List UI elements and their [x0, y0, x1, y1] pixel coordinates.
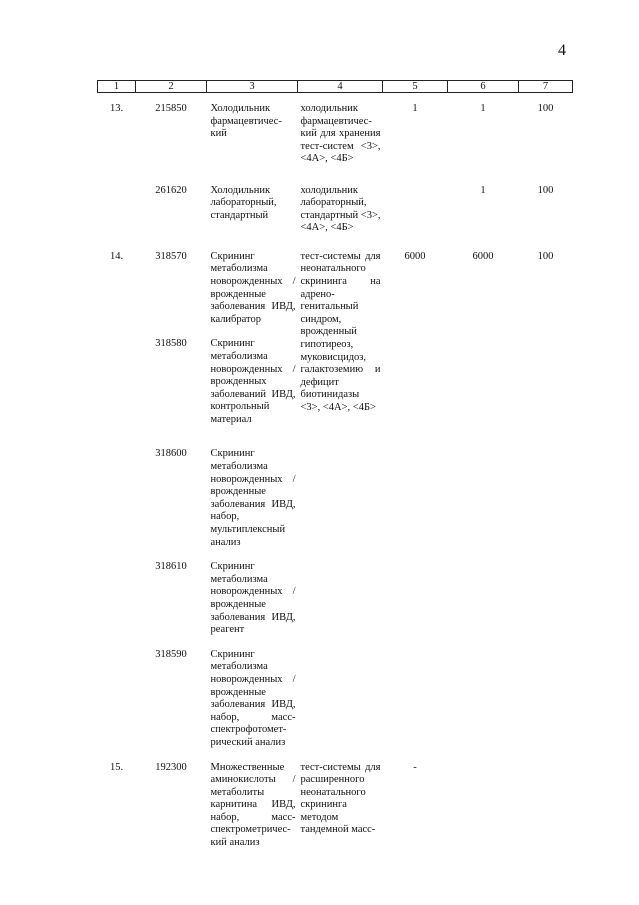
item-code: 215850 — [155, 103, 187, 114]
quantity-col7 — [519, 436, 573, 549]
quantity-col7: 100 — [537, 103, 554, 114]
row-number — [98, 436, 136, 549]
equipment-table — [97, 80, 573, 850]
quantity-col7: 100 — [537, 184, 554, 196]
col-header: 3 — [207, 81, 298, 93]
quantity-col5 — [383, 169, 448, 235]
col-header: 4 — [298, 81, 383, 93]
item-description — [298, 436, 383, 549]
quantity-col7: 100 — [537, 250, 554, 262]
quantity-col6 — [448, 436, 519, 549]
item-name: Холодильник лабораторный, стандартный — [210, 184, 277, 221]
quantity-col7 — [519, 549, 573, 637]
item-name: Множественные аминокислоты / метаболиты карнитина ИВД, набор, масс-спектрометричес-кий анализ — [210, 761, 296, 849]
table-row — [98, 750, 573, 850]
header-row — [98, 81, 573, 93]
quantity-col6 — [448, 750, 519, 850]
item-code: 261620 — [155, 184, 187, 196]
row-number: 15. — [109, 761, 124, 773]
quantity-col5 — [383, 436, 448, 549]
quantity-col5: - — [413, 761, 417, 773]
item-name: Скрининг метаболизма новорожденных / врожденные заболевания ИВД, реагент — [210, 561, 296, 636]
table-row — [98, 637, 573, 750]
item-description: тест-системы для неонатального скрининга на адрено-генитальный синдром, врожденный гипотиреоз, муковисцидоз, галактоземию и дефицит биотинидазы <3>, <4А>, <4Б> — [300, 250, 381, 413]
table-row — [98, 549, 573, 637]
item-code: 192300 — [155, 761, 187, 773]
col-header: 5 — [383, 81, 448, 93]
quantity-col6 — [448, 549, 519, 637]
item-name: Скрининг метаболизма новорожденных / врожденные заболевания ИВД, калибратор — [210, 250, 296, 325]
table-row — [98, 235, 573, 327]
row-number: 14. — [109, 250, 124, 262]
quantity-col6 — [448, 326, 519, 436]
quantity-col5 — [383, 326, 448, 436]
row-number — [98, 169, 136, 235]
row-number: 13. — [109, 103, 124, 114]
quantity-col7 — [519, 637, 573, 750]
col-header: 1 — [98, 81, 136, 93]
page-number: 4 — [558, 42, 566, 59]
col-header: 6 — [448, 81, 519, 93]
col-header: 2 — [136, 81, 207, 93]
item-code: 318590 — [155, 648, 187, 660]
quantity-col6: 1 — [480, 184, 486, 196]
item-name: Скрининг метаболизма новорожденных / врожденные заболевания ИВД, набор, мультиплексный анализ — [210, 448, 296, 548]
item-code: 318580 — [155, 338, 187, 350]
row-number — [98, 549, 136, 637]
table-row — [98, 436, 573, 549]
quantity-col6: 6000 — [472, 250, 494, 262]
item-name: Скрининг метаболизма новорожденных / врожденные заболевания ИВД, набор, масс-спектрофотомет-рический анализ — [210, 648, 296, 748]
row-number — [98, 637, 136, 750]
quantity-col5: 6000 — [404, 250, 426, 262]
item-description — [298, 637, 383, 750]
item-code: 318570 — [155, 250, 187, 262]
quantity-col7 — [519, 750, 573, 850]
table-row — [98, 169, 573, 235]
quantity-col5 — [383, 549, 448, 637]
item-description: тест-системы для расширенного неонатального скрининга методом тандемной масс- — [300, 761, 381, 836]
quantity-col5: 1 — [412, 103, 418, 114]
table-row — [98, 93, 573, 169]
quantity-col5 — [383, 637, 448, 750]
col-header: 7 — [519, 81, 573, 93]
item-description: холодильник лабораторный, стандартный <3>, <4А>, <4Б> — [300, 184, 381, 234]
quantity-col7 — [519, 326, 573, 436]
quantity-col6 — [448, 637, 519, 750]
item-description — [298, 549, 383, 637]
table-body — [98, 93, 573, 850]
item-name: Скрининг метаболизма новорожденных / врожденных заболеваний ИВД, контрольный материал — [210, 338, 296, 425]
item-description: холодильник фармацевтичес-кий для хранения тест-систем <3>, <4А>, <4Б> — [300, 103, 381, 165]
quantity-col6: 1 — [480, 103, 486, 114]
row-number — [98, 326, 136, 436]
item-code: 318610 — [155, 561, 187, 573]
item-name: Холодильник фармацевтичес-кий — [210, 103, 282, 140]
item-code: 318600 — [155, 448, 187, 460]
